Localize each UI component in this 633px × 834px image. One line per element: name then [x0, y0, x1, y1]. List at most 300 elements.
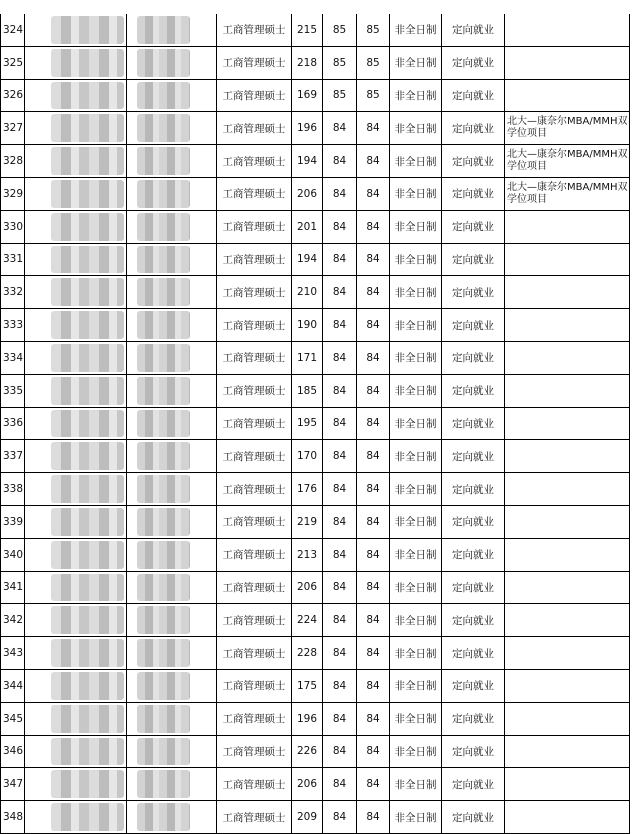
redaction-blur [51, 803, 124, 831]
redacted-id-cell [25, 112, 127, 145]
row-number: 348 [1, 801, 25, 834]
redacted-id-cell [25, 669, 127, 702]
row-number: 336 [1, 407, 25, 440]
score-a-cell: 84 [323, 702, 357, 735]
redacted-name-cell [127, 243, 217, 276]
redaction-blur [51, 278, 124, 306]
redaction-blur [51, 442, 124, 470]
redacted-name-cell [127, 473, 217, 506]
employment-type-cell: 定向就业 [442, 702, 505, 735]
row-number: 332 [1, 276, 25, 309]
total-score-cell: 176 [292, 473, 323, 506]
score-b-cell: 84 [357, 637, 390, 670]
study-mode-cell: 非全日制 [390, 473, 442, 506]
row-number: 335 [1, 374, 25, 407]
study-mode-cell: 非全日制 [390, 669, 442, 702]
table-row [1, 177, 630, 210]
score-a-cell: 84 [323, 637, 357, 670]
redaction-blur [137, 344, 190, 372]
row-number: 342 [1, 604, 25, 637]
total-score-cell: 194 [292, 243, 323, 276]
study-mode-cell: 非全日制 [390, 571, 442, 604]
total-score-cell: 226 [292, 735, 323, 768]
redacted-name-cell [127, 145, 217, 178]
note-cell [505, 669, 630, 702]
redacted-name-cell [127, 538, 217, 571]
row-number: 346 [1, 735, 25, 768]
employment-type-cell: 定向就业 [442, 473, 505, 506]
major-cell: 工商管理硕士 [217, 276, 292, 309]
redacted-id-cell [25, 801, 127, 834]
total-score-cell: 215 [292, 14, 323, 46]
redacted-id-cell [25, 473, 127, 506]
table-row [1, 341, 630, 374]
score-b-cell: 84 [357, 374, 390, 407]
redaction-blur [137, 180, 190, 208]
redaction-blur [137, 475, 190, 503]
major-cell: 工商管理硕士 [217, 440, 292, 473]
note-cell [505, 210, 630, 243]
employment-type-cell: 定向就业 [442, 669, 505, 702]
score-a-cell: 85 [323, 79, 357, 112]
redaction-blur [137, 803, 190, 831]
redacted-name-cell [127, 768, 217, 801]
note-cell [505, 79, 630, 112]
redacted-id-cell [25, 702, 127, 735]
redacted-id-cell [25, 276, 127, 309]
redacted-id-cell [25, 145, 127, 178]
table-row [1, 604, 630, 637]
total-score-cell: 224 [292, 604, 323, 637]
employment-type-cell: 定向就业 [442, 341, 505, 374]
score-b-cell: 85 [357, 14, 390, 46]
redaction-blur [137, 508, 190, 536]
redaction-blur [51, 574, 124, 602]
major-cell: 工商管理硕士 [217, 243, 292, 276]
redaction-blur [137, 114, 190, 142]
total-score-cell: 206 [292, 177, 323, 210]
study-mode-cell: 非全日制 [390, 801, 442, 834]
study-mode-cell: 非全日制 [390, 309, 442, 342]
major-cell: 工商管理硕士 [217, 571, 292, 604]
redaction-blur [137, 410, 190, 438]
redaction-blur [51, 541, 124, 569]
redaction-blur [51, 738, 124, 766]
redacted-name-cell [127, 571, 217, 604]
redaction-blur [137, 574, 190, 602]
row-number: 330 [1, 210, 25, 243]
redaction-blur [51, 475, 124, 503]
major-cell: 工商管理硕士 [217, 341, 292, 374]
major-cell: 工商管理硕士 [217, 145, 292, 178]
major-cell: 工商管理硕士 [217, 46, 292, 79]
total-score-cell: 219 [292, 505, 323, 538]
redacted-name-cell [127, 702, 217, 735]
row-number: 325 [1, 46, 25, 79]
redaction-blur [51, 344, 124, 372]
table-row [1, 374, 630, 407]
redacted-name-cell [127, 210, 217, 243]
redaction-blur [137, 377, 190, 405]
total-score-cell: 206 [292, 571, 323, 604]
redaction-blur [137, 278, 190, 306]
redaction-blur [137, 16, 190, 44]
table-row [1, 79, 630, 112]
employment-type-cell: 定向就业 [442, 768, 505, 801]
table-row [1, 538, 630, 571]
redacted-id-cell [25, 243, 127, 276]
redaction-blur [137, 639, 190, 667]
score-a-cell: 84 [323, 735, 357, 768]
study-mode-cell: 非全日制 [390, 46, 442, 79]
redacted-id-cell [25, 79, 127, 112]
table-row [1, 735, 630, 768]
redacted-name-cell [127, 801, 217, 834]
redaction-blur [51, 377, 124, 405]
total-score-cell: 218 [292, 46, 323, 79]
major-cell: 工商管理硕士 [217, 210, 292, 243]
note-cell [505, 768, 630, 801]
redacted-name-cell [127, 374, 217, 407]
note-cell [505, 801, 630, 834]
study-mode-cell: 非全日制 [390, 145, 442, 178]
score-a-cell: 84 [323, 407, 357, 440]
redaction-blur [51, 147, 124, 175]
study-mode-cell: 非全日制 [390, 505, 442, 538]
redacted-id-cell [25, 735, 127, 768]
total-score-cell: 170 [292, 440, 323, 473]
score-a-cell: 84 [323, 276, 357, 309]
major-cell: 工商管理硕士 [217, 669, 292, 702]
redaction-blur [51, 82, 124, 110]
redaction-blur [137, 705, 190, 733]
major-cell: 工商管理硕士 [217, 538, 292, 571]
note-cell [505, 538, 630, 571]
total-score-cell: 196 [292, 112, 323, 145]
redacted-id-cell [25, 309, 127, 342]
table-row [1, 14, 630, 46]
redaction-blur [137, 672, 190, 700]
score-b-cell: 84 [357, 702, 390, 735]
study-mode-cell: 非全日制 [390, 14, 442, 46]
study-mode-cell: 非全日制 [390, 374, 442, 407]
redacted-name-cell [127, 735, 217, 768]
table-row [1, 276, 630, 309]
redaction-blur [51, 114, 124, 142]
score-a-cell: 85 [323, 14, 357, 46]
study-mode-cell: 非全日制 [390, 341, 442, 374]
employment-type-cell: 定向就业 [442, 145, 505, 178]
redacted-name-cell [127, 112, 217, 145]
total-score-cell: 169 [292, 79, 323, 112]
score-b-cell: 84 [357, 669, 390, 702]
redaction-blur [51, 180, 124, 208]
major-cell: 工商管理硕士 [217, 374, 292, 407]
employment-type-cell: 定向就业 [442, 276, 505, 309]
score-b-cell: 84 [357, 210, 390, 243]
redacted-id-cell [25, 407, 127, 440]
redaction-blur [51, 16, 124, 44]
redacted-id-cell [25, 440, 127, 473]
table-row [1, 702, 630, 735]
redaction-blur [137, 82, 190, 110]
redaction-blur [137, 541, 190, 569]
redacted-id-cell [25, 768, 127, 801]
study-mode-cell: 非全日制 [390, 407, 442, 440]
study-mode-cell: 非全日制 [390, 210, 442, 243]
score-b-cell: 84 [357, 276, 390, 309]
major-cell: 工商管理硕士 [217, 79, 292, 112]
note-cell: 北大—康奈尔MBA/MMH双学位项目 [505, 112, 630, 145]
employment-type-cell: 定向就业 [442, 243, 505, 276]
row-number: 334 [1, 341, 25, 374]
row-number: 338 [1, 473, 25, 506]
major-cell: 工商管理硕士 [217, 177, 292, 210]
row-number: 327 [1, 112, 25, 145]
major-cell: 工商管理硕士 [217, 505, 292, 538]
employment-type-cell: 定向就业 [442, 637, 505, 670]
score-b-cell: 84 [357, 177, 390, 210]
redacted-name-cell [127, 46, 217, 79]
total-score-cell: 175 [292, 669, 323, 702]
note-cell: 北大—康奈尔MBA/MMH双学位项目 [505, 177, 630, 210]
redaction-blur [137, 442, 190, 470]
redacted-id-cell [25, 341, 127, 374]
major-cell: 工商管理硕士 [217, 637, 292, 670]
score-b-cell: 84 [357, 768, 390, 801]
total-score-cell: 206 [292, 768, 323, 801]
redacted-id-cell [25, 46, 127, 79]
table-row [1, 407, 630, 440]
total-score-cell: 196 [292, 702, 323, 735]
table-row [1, 768, 630, 801]
study-mode-cell: 非全日制 [390, 440, 442, 473]
score-b-cell: 84 [357, 735, 390, 768]
redacted-name-cell [127, 669, 217, 702]
redacted-name-cell [127, 407, 217, 440]
row-number: 328 [1, 145, 25, 178]
row-number: 324 [1, 14, 25, 46]
redaction-blur [137, 606, 190, 634]
total-score-cell: 209 [292, 801, 323, 834]
row-number: 329 [1, 177, 25, 210]
total-score-cell: 210 [292, 276, 323, 309]
table-row [1, 243, 630, 276]
score-a-cell: 84 [323, 177, 357, 210]
score-a-cell: 84 [323, 505, 357, 538]
score-b-cell: 84 [357, 145, 390, 178]
redacted-id-cell [25, 210, 127, 243]
note-cell [505, 571, 630, 604]
score-a-cell: 84 [323, 669, 357, 702]
employment-type-cell: 定向就业 [442, 46, 505, 79]
redacted-name-cell [127, 276, 217, 309]
total-score-cell: 228 [292, 637, 323, 670]
redaction-blur [51, 508, 124, 536]
employment-type-cell: 定向就业 [442, 79, 505, 112]
redacted-name-cell [127, 440, 217, 473]
redaction-blur [51, 672, 124, 700]
redacted-name-cell [127, 341, 217, 374]
note-cell [505, 637, 630, 670]
score-a-cell: 84 [323, 801, 357, 834]
total-score-cell: 171 [292, 341, 323, 374]
total-score-cell: 185 [292, 374, 323, 407]
employment-type-cell: 定向就业 [442, 801, 505, 834]
note-cell [505, 505, 630, 538]
score-b-cell: 84 [357, 243, 390, 276]
row-number: 343 [1, 637, 25, 670]
score-a-cell: 84 [323, 210, 357, 243]
redacted-id-cell [25, 538, 127, 571]
note-cell [505, 243, 630, 276]
score-a-cell: 84 [323, 341, 357, 374]
study-mode-cell: 非全日制 [390, 112, 442, 145]
redaction-blur [137, 770, 190, 798]
score-b-cell: 85 [357, 79, 390, 112]
table-row [1, 801, 630, 834]
row-number: 326 [1, 79, 25, 112]
score-a-cell: 84 [323, 768, 357, 801]
employment-type-cell: 定向就业 [442, 210, 505, 243]
score-a-cell: 84 [323, 243, 357, 276]
note-cell [505, 735, 630, 768]
employment-type-cell: 定向就业 [442, 14, 505, 46]
redaction-blur [137, 147, 190, 175]
redaction-blur [51, 705, 124, 733]
table-row [1, 473, 630, 506]
redaction-blur [137, 738, 190, 766]
score-a-cell: 84 [323, 145, 357, 178]
redaction-blur [137, 311, 190, 339]
score-b-cell: 84 [357, 112, 390, 145]
row-number: 331 [1, 243, 25, 276]
redacted-id-cell [25, 505, 127, 538]
row-number: 341 [1, 571, 25, 604]
major-cell: 工商管理硕士 [217, 14, 292, 46]
note-cell [505, 473, 630, 506]
note-cell [505, 46, 630, 79]
study-mode-cell: 非全日制 [390, 604, 442, 637]
redaction-blur [137, 246, 190, 274]
score-b-cell: 85 [357, 46, 390, 79]
row-number: 333 [1, 309, 25, 342]
score-a-cell: 84 [323, 473, 357, 506]
table-row [1, 145, 630, 178]
table-row [1, 46, 630, 79]
score-a-cell: 84 [323, 374, 357, 407]
row-number: 347 [1, 768, 25, 801]
redacted-id-cell [25, 571, 127, 604]
table-row [1, 112, 630, 145]
table-row [1, 505, 630, 538]
note-cell [505, 309, 630, 342]
study-mode-cell: 非全日制 [390, 276, 442, 309]
admission-table [0, 14, 630, 834]
study-mode-cell: 非全日制 [390, 637, 442, 670]
redacted-name-cell [127, 177, 217, 210]
row-number: 344 [1, 669, 25, 702]
study-mode-cell: 非全日制 [390, 735, 442, 768]
score-b-cell: 84 [357, 505, 390, 538]
redacted-name-cell [127, 79, 217, 112]
employment-type-cell: 定向就业 [442, 407, 505, 440]
table-row [1, 309, 630, 342]
study-mode-cell: 非全日制 [390, 177, 442, 210]
score-b-cell: 84 [357, 801, 390, 834]
redaction-blur [51, 639, 124, 667]
employment-type-cell: 定向就业 [442, 505, 505, 538]
redaction-blur [51, 770, 124, 798]
table-row [1, 210, 630, 243]
redacted-id-cell [25, 177, 127, 210]
redaction-blur [51, 311, 124, 339]
total-score-cell: 190 [292, 309, 323, 342]
employment-type-cell: 定向就业 [442, 112, 505, 145]
employment-type-cell: 定向就业 [442, 309, 505, 342]
note-cell [505, 407, 630, 440]
table-row [1, 440, 630, 473]
row-number: 340 [1, 538, 25, 571]
score-a-cell: 84 [323, 112, 357, 145]
row-number: 345 [1, 702, 25, 735]
study-mode-cell: 非全日制 [390, 538, 442, 571]
redacted-id-cell [25, 374, 127, 407]
score-b-cell: 84 [357, 473, 390, 506]
major-cell: 工商管理硕士 [217, 473, 292, 506]
major-cell: 工商管理硕士 [217, 768, 292, 801]
employment-type-cell: 定向就业 [442, 374, 505, 407]
score-a-cell: 84 [323, 571, 357, 604]
row-number: 339 [1, 505, 25, 538]
major-cell: 工商管理硕士 [217, 801, 292, 834]
score-b-cell: 84 [357, 604, 390, 637]
study-mode-cell: 非全日制 [390, 702, 442, 735]
score-a-cell: 84 [323, 309, 357, 342]
table-row [1, 669, 630, 702]
note-cell [505, 440, 630, 473]
score-a-cell: 85 [323, 46, 357, 79]
note-cell [505, 276, 630, 309]
redacted-name-cell [127, 604, 217, 637]
study-mode-cell: 非全日制 [390, 79, 442, 112]
redaction-blur [51, 410, 124, 438]
redacted-name-cell [127, 14, 217, 46]
employment-type-cell: 定向就业 [442, 538, 505, 571]
redacted-name-cell [127, 309, 217, 342]
note-cell [505, 374, 630, 407]
study-mode-cell: 非全日制 [390, 243, 442, 276]
major-cell: 工商管理硕士 [217, 735, 292, 768]
employment-type-cell: 定向就业 [442, 177, 505, 210]
score-b-cell: 84 [357, 341, 390, 374]
redacted-id-cell [25, 637, 127, 670]
note-cell [505, 702, 630, 735]
total-score-cell: 195 [292, 407, 323, 440]
employment-type-cell: 定向就业 [442, 604, 505, 637]
major-cell: 工商管理硕士 [217, 604, 292, 637]
employment-type-cell: 定向就业 [442, 571, 505, 604]
table-row [1, 637, 630, 670]
redaction-blur [51, 606, 124, 634]
note-cell: 北大—康奈尔MBA/MMH双学位项目 [505, 145, 630, 178]
score-b-cell: 84 [357, 407, 390, 440]
employment-type-cell: 定向就业 [442, 440, 505, 473]
redacted-name-cell [127, 637, 217, 670]
redacted-name-cell [127, 505, 217, 538]
table-body [1, 14, 630, 833]
redaction-blur [51, 246, 124, 274]
